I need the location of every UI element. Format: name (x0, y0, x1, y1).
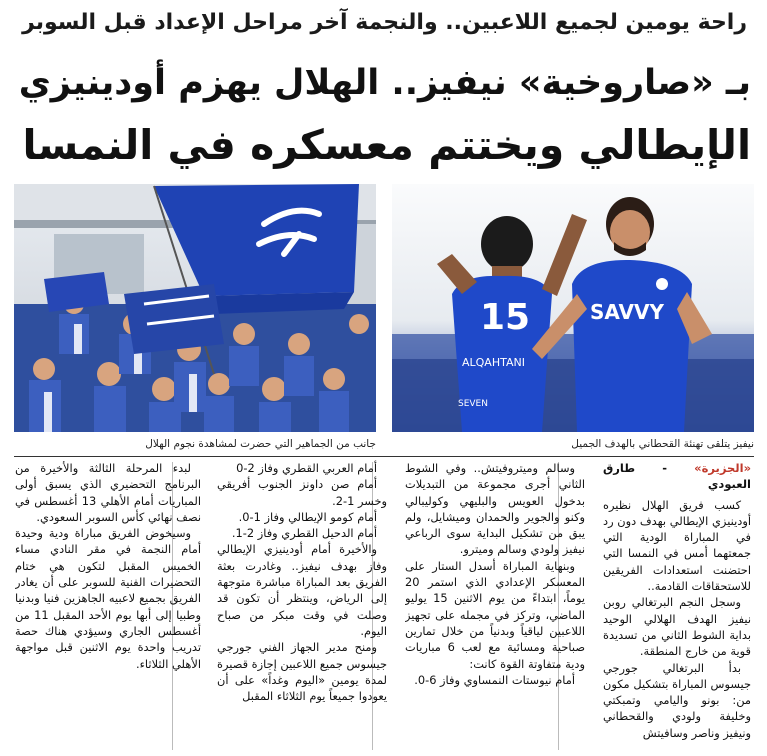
article-column-4 (15, 460, 201, 752)
paragraph: أمام صن داونز الجنوب أفريقي وخسر 1-2. (217, 477, 387, 508)
paragraph: وسجل النجم البرتغالي روبن نيفيز الهدف الهلالي الوحيد بداية الشوط الثاني من تسديدة قوية من خارج المنطقة. (603, 595, 751, 659)
paragraph: وسالم وميتروفيتش.. وفي الشوط الثاني أجرى مجموعة من التبديلات بدخول العويس والبليهي وكوليبالي وكنو والجوير والحمدان وميشايل، ولم يبق من تشكيل البداية سوى الرباعي نيفيز ولودي وسالم وميترو. (405, 461, 585, 557)
paragraph: وبنهاية المباراة أسدل الستار على المعسكر الإعدادي الذي استمر 20 يوماً، ابتداءً من يوم الاثنين 15 يوليو الماضي، وتركز في مجمله على تجهيز اللاعبين لياقياً وبدنياً من خلال تمارين صباحية ومسائية مع لعب 6 مباريات ودية متفاوتة القوة كانت: (405, 558, 585, 671)
shirt-name: ALQAHTANI (462, 356, 525, 369)
byline-brand: «الجزيرة» (694, 461, 751, 475)
photo-caption-left: جانب من الجماهير التي حضرت لمشاهدة نجوم الهلال (145, 438, 376, 450)
paragraph: لبدء المرحلة الثالثة والأخيرة من البرنامج التحضيري الذي يسبق أولى المباريات أمام الأهلي 13 أغسطس في نصف نهائي كأس السوبر السعودي. (15, 461, 201, 524)
paragraph: أمام العربي القطري وفاز 2-0 (236, 461, 377, 475)
paragraph: وسيخوض الفريق مباراة ودية وحيدة أمام النجمة في مقر النادي مساء الخميس المقبل لتكون هي ختام التحضيرات الفنية للسوبر على أن يغادر الفريق بجميع لاعبيه الجاهزين فنيا وبدنيا وطبيا إلى أبها يوم الأحد المقبل 11 من أغسطس الجاري وسيؤدي هناك حصة تدريب واحدة يوم الاثنين قبل مواجهة الأهلي الثلاثاء. (15, 526, 201, 671)
kicker-headline: راحة يومين لجميع اللاعبين.. والنجمة آخر مراحل الإعداد قبل السوبر (22, 10, 747, 35)
article-column-3 (217, 460, 387, 752)
paragraph: كسب فريق الهلال نظيره أودينيزي الإيطالي بهدف دون رد في المباراة الودية التي جمعتهما أمس في النمسا التي احتضنت استعدادات الفريقين للاستحقاقات القادمة.. (603, 497, 751, 594)
byline-author: - طارق العبودي (603, 461, 751, 492)
paragraph: ومنح مدير الجهاز الفني جورجي جيسوس جميع اللاعبين إجازة قصيرة لمدة يومين «اليوم وغداً» على أن يعودوا جميعاً يوم الثلاثاء المقبل (217, 640, 387, 704)
players-photo (392, 184, 754, 432)
paragraph: أمام كومو الإيطالي وفاز 1-0. (238, 509, 377, 524)
players-photo-illustration (392, 184, 754, 432)
fans-photo-illustration (14, 184, 376, 432)
fans-photo (14, 184, 376, 432)
byline (603, 460, 751, 493)
paragraph: والأخيرة أمام أودينيزي الإيطالي وفاز بهدف نيفيز.. وغادرت بعثة الفريق بعد المباراة مباشرة متوجهة إلى الرياض، وينتظر أن تكون قد وصلت في وقت مبكر من صباح اليوم. (217, 542, 387, 638)
photo-caption-right: نيفيز يتلقى تهنئة القحطاني بالهدف الجميل (571, 438, 754, 450)
article-column-1 (603, 460, 751, 752)
caption-divider (14, 456, 754, 457)
paragraph: أمام نيوستات النمساوي وفاز 6-0. (414, 672, 575, 687)
headline-line-2: الإيطالي ويختتم معسكره في النمسا (22, 121, 751, 169)
article-column-2 (405, 460, 585, 752)
shirt-number: 15 (480, 297, 531, 338)
sleeve-text: SEVEN (458, 399, 488, 409)
headline-line-1: بـ «صاروخية» نيفيز.. الهلال يهزم أودينيزي (18, 63, 751, 103)
paragraph: أمام الدحيل القطري وفاز 2-1. (231, 526, 377, 541)
sponsor-text: SAVVY (590, 300, 664, 324)
paragraph: بدأ البرتغالي جورجي جيسوس المباراة بتشكيل مكون من: بونو واليامي وتمبكتي وخليفة ولودي والقحطاني ونيفيز وناصر وسافيتش (603, 660, 751, 740)
